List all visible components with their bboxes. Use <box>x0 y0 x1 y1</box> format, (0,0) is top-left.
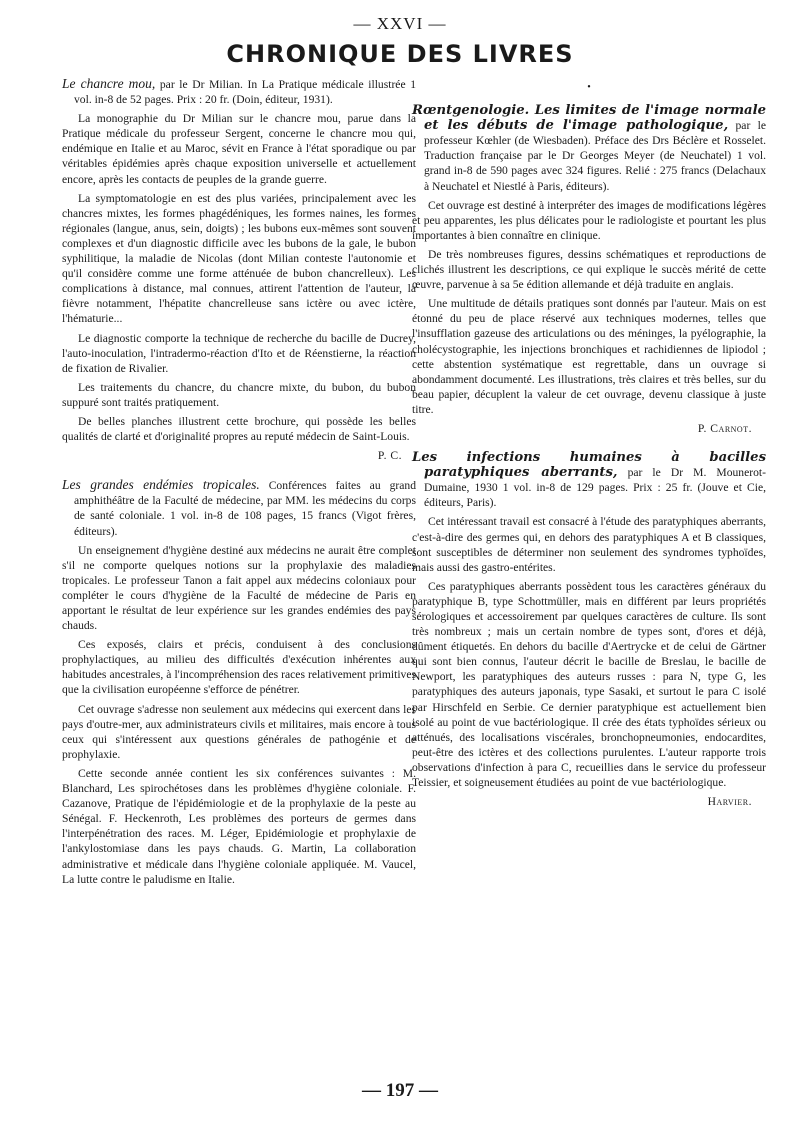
review-paragraph: La symptomatologie en est des plus variées, principalement avec les chancres mixtes, les formes phagédéniques, les formes naines, les formes régionales (langue, anus, sein, doigts) ; les bubons eux-mêmes sont souvent complexes et d'un diagnostic difficile avec les bubons de la gale, le bubon syphilitique, la maladie de Nicolas (dont Milian conteste l'autonomie et qu'il considère comme une forme atténuée de bubon chancrelleux). Les complications à distance, mal connues, attirent l'attention de l'auteur, la fièvre notamment, l'hépatite chancrelleuse sans ictère ou avec ictère, l'hématurie... <box>62 191 416 326</box>
review-paragraph-continued: Cette seconde année contient les six conférences suivantes : M. Blanchard, Les spirochétoses dans les problèmes d'hygiène coloniale. F. Cazanove, Pratique de l'épidémiologie et de la prophylaxie de la peste au Sénégal. F. Heckenroth, Les problèmes des porteurs de germes dans l'interpénétration des races. M. Léger, Epidémiologie et prophylaxie de l'ankylostomiase dans les pays chauds. G. Martin, La collaboration administrative et médicale dans l'hygiène coloniale appliquée. M. Vaucel, La lutte contre le paludisme en Italie. <box>62 766 416 886</box>
review-paragraph: Ces exposés, clairs et précis, conduisent à des conclusions prophylactiques, au milieu des difficultés d'exécution inhérentes aux habitudes ancestrales, à l'incompréhension des races relativement primitives que la civilisation européenne s'efforce de pénétrer. <box>62 638 416 697</box>
review-byline: par le Dr M. Mounerot-Dumaine, 1930 1 vol. in-8 de 129 pages. Prix : 25 fr. (Jouve et Cie, éditeurs, Paris). <box>424 466 766 510</box>
review-signature: Harvier. <box>707 795 752 809</box>
review-heading <box>412 450 766 510</box>
review-byline: par le Dr Milian. In La Pratique médicale illustrée 1 vol. in-8 de 52 pages. Prix : 20 fr. (Doin, éditeur, 1931). <box>74 78 416 107</box>
review-byline: Conférences faites au grand amphithéâtre de la Faculté de médecine, par MM. les médecins du corps de santé coloniale. 1 vol. in-8 de 108 pages, 15 francs (Vigot frères, éditeurs). <box>74 479 416 538</box>
review-title: Les infections humaines à bacilles paratyphiques aberrants, <box>412 450 766 481</box>
separator-dot: • <box>587 82 591 93</box>
review-heading <box>62 76 416 107</box>
review-byline: par le professeur Kœhler (de Wiesbaden). Préface des Drs Béclère et Rosselet. Traduction française par le Dr Georges Meyer (de Neuchatel) 1 vol. grand in-8 de 590 pages avec 324 figures. Relié : 275 francs (Delachaux à Neuchatel et Niestlé à Paris, éditeurs). <box>424 119 766 193</box>
review-signature: P. C. <box>377 449 402 463</box>
review-paragraph: De très nombreuses figures, dessins schématiques et reproductions de clichés illustrent les descriptions, ce qui explique le succès mérité de cette œuvre, parvenue à sa 5e édition allemande et déjà traduite en anglais. <box>412 247 766 292</box>
review-title: Le chancre mou, <box>62 76 156 91</box>
review-paragraph: La monographie du Dr Milian sur le chancre mou, parue dans la Pratique médicale du professeur Sergent, concerne le chancre mou qui, endémique en Italie et au Maroc, sévit en France à l'état sporadique ou par véritables épidémies après chaque exposition universelle et actuellement encore, après les contacts de peuples de la grande guerre. <box>62 112 416 186</box>
review-roentgenologie <box>412 103 766 436</box>
review-title: Rœntgenologie. Les limites de l'image normale et les débuts de l'image pathologique, <box>412 103 766 134</box>
review-paragraph: Une multitude de détails pratiques sont donnés par l'auteur. Mais on est étonné du peu de place réservé aux techniques modernes, telles que l'insufflation gazeuse des articulations ou des méninges, la pyélographie, la cholécystographie, les injections bronchiques et rachidiennes de lipiodol ; cette abstention systématique est regrettable, dans un ouvrage si abondamment documenté. Les illustrations, très claires et très belles, sur du beau papier, décuplent la valeur de cet ouvrage, devenu classique à juste titre. <box>412 297 766 416</box>
review-paragraph: De belles planches illustrent cette brochure, qui possède les belles qualités de clarté et d'originalité propres au reputé médecin de Saint-Louis. <box>62 414 416 444</box>
left-column <box>62 76 416 901</box>
review-signature: P. Carnot. <box>697 421 752 435</box>
review-paragraph: Ces paratyphiques aberrants possèdent tous les caractères généraux du paratyphique B, type Schottmüller, mais en différent par leurs propriétés sérologiques et accessoirement par quelques caractères de culture. Ils sont très nombreux ; mais un certain nombre de types sont, d'ores et déjà, dûment étiquetés. En dehors du bacille d'Aertrycke et de celui de Gärtner qui sont bien connus, l'auteur décrit le bacille de Breslau, le bacille de Newport, les paratyphiques des auteurs russes : para N, type G, les paratyphiques des auteurs japonais, type Sasaki, et surtout le para C isolé par Hirschfeld en Serbie. Ce dernier paratyphique est actuellement bien isolé au point de vue bactériologique. Il crée des états typhoïdes sérieux ou atténués, des localisations viscérales, bronchopneumonies, endocardites, peut-être des ictères et des collections purulentes. L'auteur rapporte trois observations d'infection à para C, recueillies dans le service du professeur Teissier, et soigneusement étudiées au point de vue bactériologique. <box>412 579 766 790</box>
review-infections-paratyphiques <box>412 450 766 809</box>
review-title: Les grandes endémies tropicales. <box>62 477 260 493</box>
review-paragraph: Cet ouvrage s'adresse non seulement aux médecins qui exercent dans les pays d'outre-mer, aux administrateurs civils et militaires, mais encore à tous ceux qui s'intéressent aux questions générales de pathogénie et de prophylaxie. <box>62 702 416 761</box>
review-grandes-endemies <box>62 477 416 886</box>
review-paragraph: Un enseignement d'hygiène destiné aux médecins ne aurait être complet s'il ne comporte quelques notions sur la prophylaxie des maladies tropicales. Le professeur Tanon a fait appel aux médecins coloniaux pour compléter le cours d'hygiène de la Faculté de médecine de Paris en apportant le résultat de leur expérience sur les grandes endémies des pays chauds. <box>62 543 416 633</box>
review-heading <box>62 477 416 538</box>
roman-folio: — XXVI — <box>353 14 447 33</box>
review-paragraph: Les traitements du chancre, du chancre mixte, du bubon, du bubon suppuré sont traités pratiquement. <box>62 380 416 409</box>
review-chancre-mou <box>62 76 416 463</box>
review-heading <box>412 103 766 194</box>
page-title: CHRONIQUE DES LIVRES <box>226 40 574 68</box>
page-number: — 197 — <box>362 1080 438 1101</box>
review-paragraph: Cet ouvrage est destiné à interpréter des images de modifications légères et peu apparentes, les plus délicates pour le radiologiste et pourtant les plus importantes à bien connaître en clinique. <box>412 198 766 242</box>
review-paragraph: Cet intéressant travail est consacré à l'étude des paratyphiques aberrants, c'est-à-dire des germes qui, en dehors des paratyphiques A et B classiques, sont susceptibles de déterminer non seulement des syndromes typhoïdes, mais aussi des gastro-entérites. <box>412 515 766 574</box>
review-paragraph: Le diagnostic comporte la technique de recherche du bacille de Ducrey, l'auto-inoculation, l'intradermo-réaction d'Ito et de Réenstierne, la réaction de fixation de Rivalier. <box>62 331 416 375</box>
right-column <box>412 76 766 823</box>
